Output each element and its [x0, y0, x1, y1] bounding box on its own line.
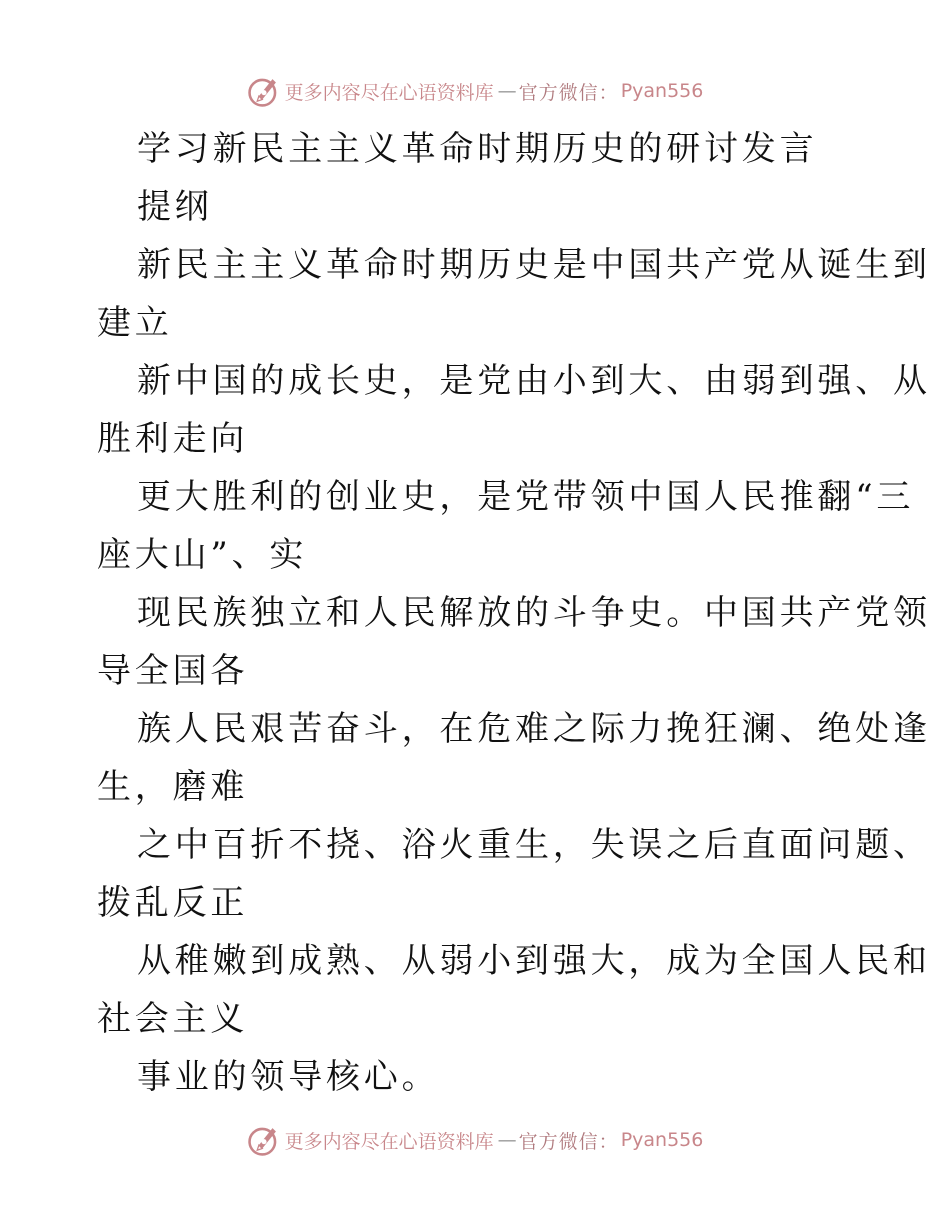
- document-line: 拨乱反正: [97, 883, 249, 923]
- watermark-left-text: 更多内容尽在心语资料库: [284, 1130, 494, 1153]
- document-line: 现民族独立和人民解放的斗争史。中国共产党领: [137, 593, 931, 633]
- document-line: 提纲: [137, 187, 213, 227]
- document-line: 导全国各: [97, 651, 249, 691]
- watermark-right-text: 官方微信：: [518, 1130, 619, 1153]
- document-line: 学习新民主主义革命时期历史的研讨发言: [137, 129, 818, 169]
- document-line: 建立: [97, 303, 173, 343]
- document-line: 族人民艰苦奋斗，在危难之际力挽狂澜、绝处逢: [137, 709, 931, 749]
- watermark-wechat-id: Pyan556: [620, 80, 704, 102]
- pen-nib-circle-icon: [247, 74, 281, 108]
- watermark-right-text: 官方微信：: [518, 81, 619, 104]
- document-line: 更大胜利的创业史，是党带领中国人民推翻“三: [137, 477, 915, 517]
- document-line: 新中国的成长史，是党由小到大、由弱到强、从: [137, 361, 931, 401]
- watermark-left-text: 更多内容尽在心语资料库: [284, 81, 494, 104]
- document-line: 事业的领导核心。: [137, 1057, 440, 1097]
- pen-nib-circle-icon: [247, 1123, 281, 1157]
- document-line: 之中百折不挠、浴火重生，失误之后直面问题、: [137, 825, 931, 865]
- document-line: 社会主义: [97, 999, 249, 1039]
- watermark-separator: —: [497, 1129, 515, 1151]
- document-line: 从稚嫩到成熟、从弱小到强大，成为全国人民和: [137, 941, 931, 981]
- document-body: [97, 120, 931, 1106]
- footer-watermark: [0, 1120, 950, 1160]
- document-line: 座大山”、实: [97, 535, 308, 575]
- document-line: 新民主主义革命时期历史是中国共产党从诞生到: [137, 245, 931, 285]
- watermark-wechat-id: Pyan556: [620, 1129, 704, 1151]
- document-line: 生，磨难: [97, 767, 249, 807]
- header-watermark: [0, 71, 950, 111]
- watermark-separator: —: [497, 80, 515, 102]
- document-line: 胜利走向: [97, 419, 249, 459]
